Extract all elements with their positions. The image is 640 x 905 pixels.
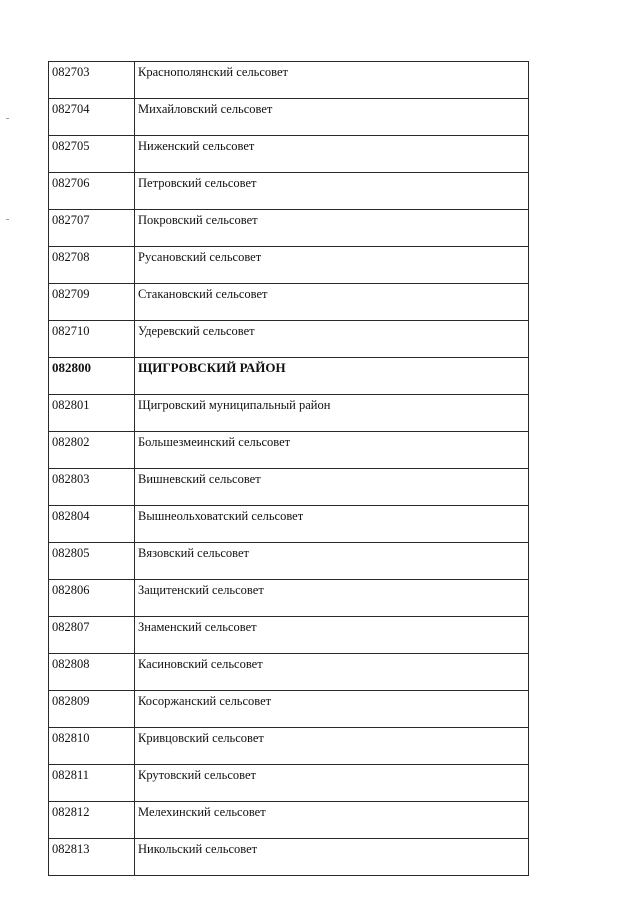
code-cell: 082812: [49, 802, 135, 839]
table-row: [49, 99, 529, 136]
name-cell: Никольский сельсовет: [135, 839, 529, 876]
name-cell: Петровский сельсовет: [135, 173, 529, 210]
table-row: [49, 432, 529, 469]
code-cell: 082709: [49, 284, 135, 321]
code-cell: 082804: [49, 506, 135, 543]
code-cell: 082802: [49, 432, 135, 469]
table-row: [49, 247, 529, 284]
table-row: [49, 395, 529, 432]
table-row: [49, 543, 529, 580]
code-cell: 082806: [49, 580, 135, 617]
name-cell: Косоржанский сельсовет: [135, 691, 529, 728]
code-cell: 082704: [49, 99, 135, 136]
table-row: [49, 62, 529, 99]
table-row: [49, 802, 529, 839]
code-cell: 082800: [49, 358, 135, 395]
scan-mark: [6, 118, 9, 119]
code-cell: 082707: [49, 210, 135, 247]
code-cell: 082810: [49, 728, 135, 765]
code-cell: 082708: [49, 247, 135, 284]
name-cell: Краснополянский сельсовет: [135, 62, 529, 99]
name-cell: Защитенский сельсовет: [135, 580, 529, 617]
code-cell: 082705: [49, 136, 135, 173]
code-cell: 082805: [49, 543, 135, 580]
name-cell: Ниженский сельсовет: [135, 136, 529, 173]
table-row: [49, 506, 529, 543]
name-cell: Щигровский муниципальный район: [135, 395, 529, 432]
table-row: [49, 728, 529, 765]
name-cell: Крутовский сельсовет: [135, 765, 529, 802]
name-cell: Покровский сельсовет: [135, 210, 529, 247]
name-cell: Знаменский сельсовет: [135, 617, 529, 654]
code-cell: 082807: [49, 617, 135, 654]
name-cell: Мелехинский сельсовет: [135, 802, 529, 839]
table-row: [49, 654, 529, 691]
code-cell: 082801: [49, 395, 135, 432]
name-cell: Вышнеольховатский сельсовет: [135, 506, 529, 543]
code-cell: 082703: [49, 62, 135, 99]
code-cell: 082706: [49, 173, 135, 210]
name-cell: Касиновский сельсовет: [135, 654, 529, 691]
table-row: [49, 839, 529, 876]
name-cell: Вязовский сельсовет: [135, 543, 529, 580]
code-cell: 082809: [49, 691, 135, 728]
code-cell: 082811: [49, 765, 135, 802]
table-row: [49, 173, 529, 210]
table-row: [49, 321, 529, 358]
name-cell: Кривцовский сельсовет: [135, 728, 529, 765]
name-cell: Удеревский сельсовет: [135, 321, 529, 358]
name-cell: Большезмеинский сельсовет: [135, 432, 529, 469]
name-cell: Вишневский сельсовет: [135, 469, 529, 506]
table-row: [49, 469, 529, 506]
table-row: [49, 691, 529, 728]
table-row-heading: [49, 358, 529, 395]
scan-mark: [6, 219, 9, 220]
code-cell: 082710: [49, 321, 135, 358]
name-cell: Михайловский сельсовет: [135, 99, 529, 136]
code-cell: 082813: [49, 839, 135, 876]
okato-table: [48, 61, 529, 876]
code-cell: 082808: [49, 654, 135, 691]
table-row: [49, 617, 529, 654]
name-cell: Стакановский сельсовет: [135, 284, 529, 321]
table-row: [49, 210, 529, 247]
okato-table-body: [49, 62, 529, 876]
table-row: [49, 136, 529, 173]
code-cell: 082803: [49, 469, 135, 506]
table-row: [49, 284, 529, 321]
table-row: [49, 580, 529, 617]
name-cell: Русановский сельсовет: [135, 247, 529, 284]
table-row: [49, 765, 529, 802]
name-cell: ЩИГРОВСКИЙ РАЙОН: [135, 358, 529, 395]
